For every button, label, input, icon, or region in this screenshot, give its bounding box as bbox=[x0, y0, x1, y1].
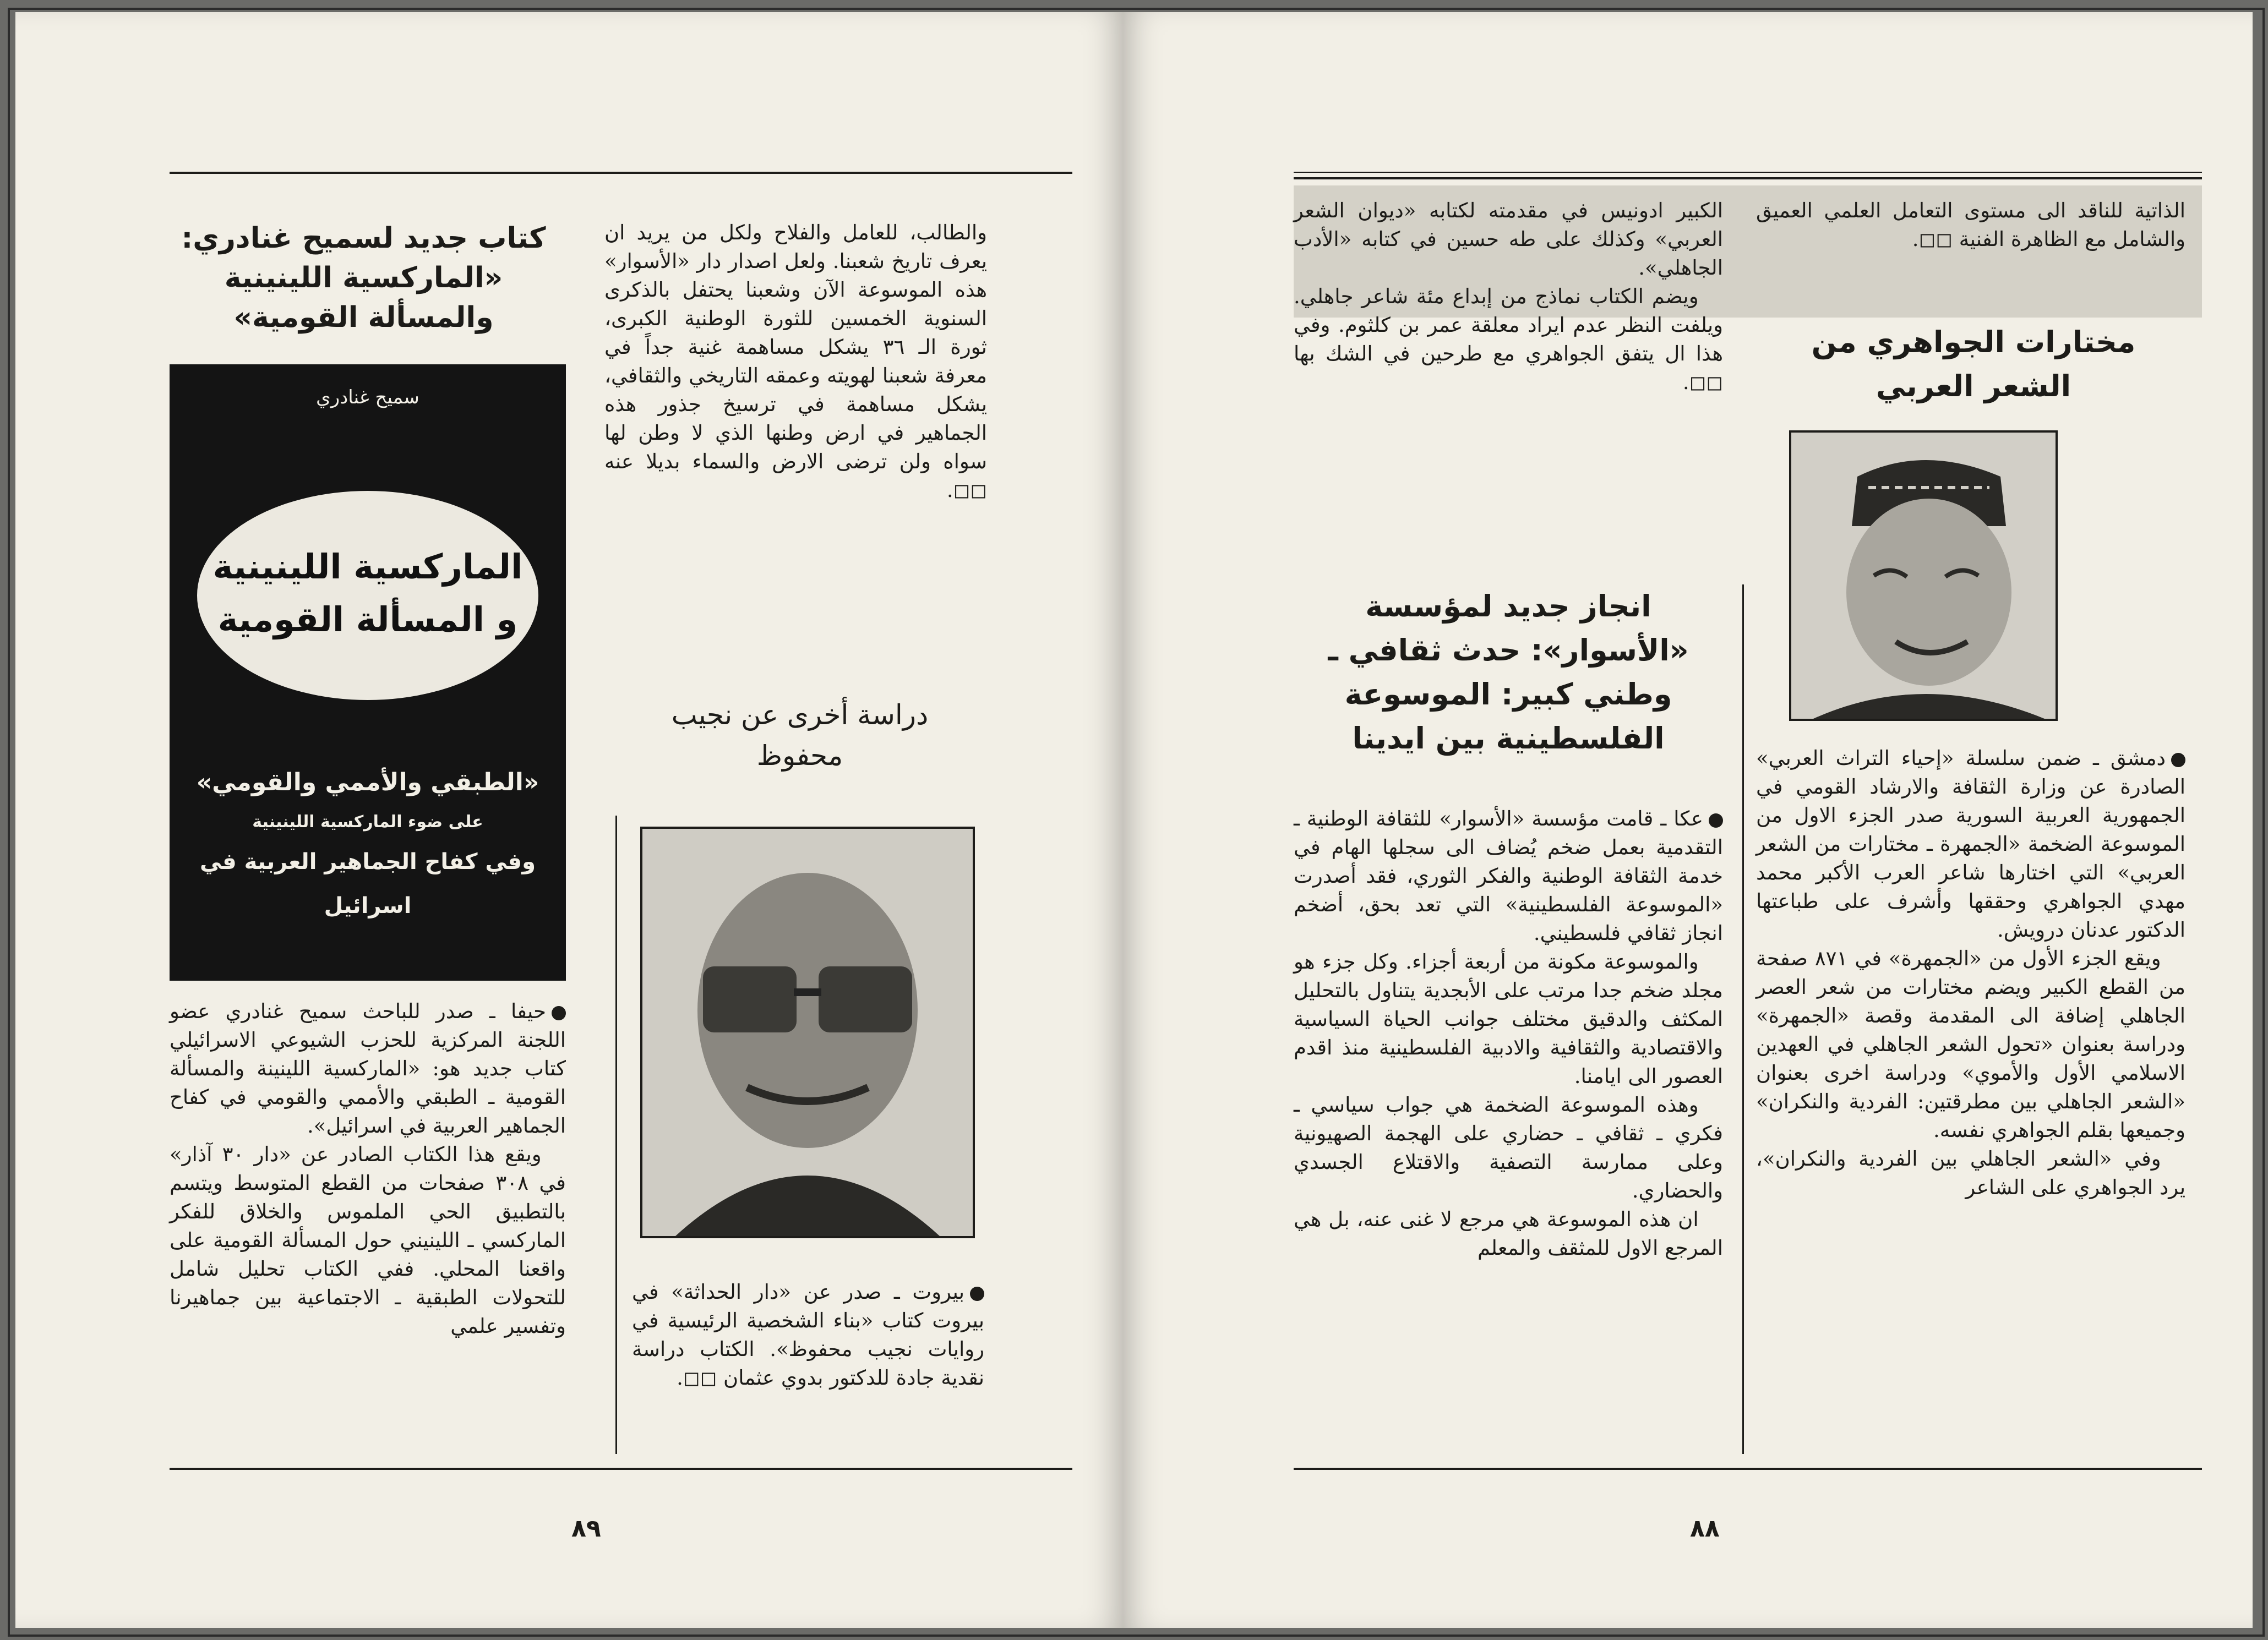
gadnadri-headline: كتاب جديد لسميح غنادري: «الماركسية اللينينية والمسألة القومية» bbox=[181, 222, 546, 334]
column-divider bbox=[1742, 584, 1744, 1454]
page-number-right: ٨٨ bbox=[1690, 1515, 1720, 1543]
top-rule bbox=[170, 172, 1072, 174]
book-cover-title: الماركسية اللينينية و المسألة القومية bbox=[212, 546, 523, 639]
column-divider bbox=[615, 816, 617, 1454]
bottom-rule bbox=[1294, 1468, 2202, 1470]
gadnadri-article-body: حيفا ـ صدر للباحث سميح غنادري عضو اللجنة المركزية للحزب الشيوعي الاسرائيلي كتاب جديد هو: «الماركسية اللينينة والمسألة القومية ـ الطبقي والأممي والقومي في كفاح الجماهير العربية في اسرائيل». ويقع هذا الكتاب الصادر عن «دار ٣٠ آذار» في ٣٠٨ صفحات من القطع المتوسط ويتسم بالتطبيق الحي الملموس والخلاق للفكر الماركسي ـ اللينيني حول المسألة القومية على واقعنا المحلي. ففي الكتاب تحليل شامل للتحولات الطبقية ـ الاجتماعية بين جماهيرنا وتفسير علمي bbox=[170, 999, 566, 1338]
jawahiri-top-paragraph: الذاتية للناقد الى مستوى التعامل العلمي العميق والشامل مع الظاهرة الفنية ◻◻. bbox=[1756, 199, 2185, 251]
right-page bbox=[1123, 12, 2253, 1628]
jawahiri-headline: مختارات الجواهري من الشعر العربي bbox=[1811, 325, 2136, 403]
jawahiri-portrait-image bbox=[1789, 430, 2058, 721]
book-cover-subtitle: «الطبقي والأممي والقومي» على ضوء الماركسية اللينينية وفي كفاح الجماهير العربية في اسرائيل bbox=[196, 768, 539, 919]
page-number-left: ٨٩ bbox=[571, 1515, 601, 1543]
mahfouz-headline: دراسة أخرى عن نجيب محفوظ bbox=[671, 699, 929, 772]
mahfouz-portrait-image bbox=[640, 827, 975, 1238]
book-cover-author: سميح غنادري bbox=[316, 386, 419, 408]
book-cover-image bbox=[170, 364, 566, 981]
bullet-icon bbox=[552, 1006, 566, 1020]
aswar-article-body: عكا ـ قامت مؤسسة «الأسوار» للثقافة الوطنية ـ التقدمية بعمل ضخم يُضاف الى سجلها الهام في خدمة الثقافة الوطنية والفكر الثوري، فقد أصدرت «الموسوعة الفلسطينية» التي تعد بحق، أضخم انجاز ثقافي فلسطيني. والموسوعة مكونة من أربعة أجزاء. وكل جزء هو مجلد ضخم جدا مرتب على الأبجدية يتناول بالتحليل المكثف والدقيق مختلف جوانب الحياة السياسية والاقتصادية والثقافية والادبية الفلسطينية منذ اقدم العصور الى ايامنا. وهذه الموسوعة الضخمة هي جواب سياسي ـ فكري ـ ثقافي ـ حضاري على الهجمة الصهيونية وعلى ممارسة التصفية والاقتلاع الجسدي والحضاري. ان هذه الموسوعة هي مرجع لا غنى عنه، بل هي المرجع الاول للمثقف والمعلم bbox=[1294, 807, 1723, 1260]
adonis-continuation: الكبير ادونيس في مقدمته لكتابه «ديوان الشعر العربي» وكذلك على طه حسين في كتابه «الأدب الجاهلي». ويضم الكتاب نماذج من إبداع مئة شاعر جاهلي. ويلفت النظر عدم ايراد معلقة عمر بن كلثوم. وفي هذا ال يتفق الجواهري مع طرحين في الشك بها ◻◻. bbox=[1294, 199, 1723, 394]
portrait-icon bbox=[1791, 433, 2056, 719]
jawahiri-article-body: دمشق ـ ضمن سلسلة «إحياء التراث العربي» الصادرة عن وزارة الثقافة والارشاد القومي في الجمهورية العربية السورية صدر الجزء الاول من الموسوعة الضخمة «الجمهرة ـ مختارات من الشعر العربي» التي اختارها شاعر العرب الأكبر محمد مهدي الجواهري وحققها وأشرف على طباعتها الدكتور عدنان درويش. ويقع الجزء الأول من «الجمهرة» في ٨٧١ صفحة من القطع الكبير ويضم مختارات من شعر العصر الجاهلي إضافة الى المقدمة وقصة «الجمهرة» ودراسة بعنوان «تحول الشعر الجاهلي في العهدين الاسلامي الأول والأموي» ودراسة اخرى بعنوان «الشعر الجاهلي بين مطرقتين: الفردية والنكران» وجميعها بقلم الجواهري نفسه. وفي «الشعر الجاهلي بين الفردية والنكران»، يرد الجواهري على الشاعر bbox=[1756, 746, 2185, 1199]
bottom-rule bbox=[170, 1468, 1072, 1470]
portrait-icon bbox=[642, 829, 973, 1236]
mahfouz-article-body: بيروت ـ صدر عن «دار الحداثة» في بيروت كتاب «بناء الشخصية الرئيسية في روايات نجيب محفوظ». الكتاب دراسة نقدية جادة للدكتور بدوي عثمان ◻◻. bbox=[632, 1280, 984, 1390]
bullet-icon bbox=[2171, 753, 2185, 767]
top-rule bbox=[1294, 177, 2202, 179]
aswar-headline: انجاز جديد لمؤسسة «الأسوار»: حدث ثقافي ـ وطني كبير: الموسوعة الفلسطينية بين ايدينا bbox=[1328, 589, 1689, 756]
top-rule-thin bbox=[1294, 172, 2202, 173]
encyclopedia-continuation: والطالب، للعامل والفلاح ولكل من يريد ان يعرف تاريخ شعبنا. ولعل اصدار دار «الأسوار» هذه الموسوعة الآن وشعبنا يحتفل بالذكرى السنوية الخمسين للثورة الوطنية الكبرى، ثورة الـ ٣٦ يشكل مساهمة غنية جداً في معرفة شعبنا لهويته وعمقه التاريخي والثقافي، يشكل مساهمة في ترسيخ جذور هذه الجماهير في ارض وطنها الذي لا وطن لها سواه ولن ترضى الارض والسماء بديلا عنه ◻◻. bbox=[604, 221, 987, 502]
bullet-icon bbox=[970, 1287, 984, 1301]
bullet-icon bbox=[1709, 813, 1723, 828]
left-page bbox=[15, 12, 1123, 1628]
